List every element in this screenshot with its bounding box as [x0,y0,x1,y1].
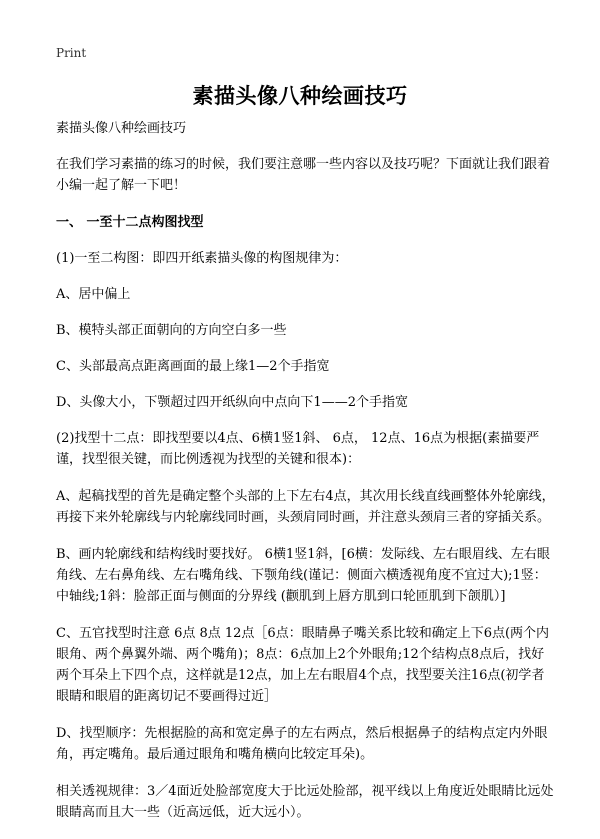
list-item-b2: B、画内轮廓线和结构线时要找好。 6横1竖1斜，[6横：发际线、左右眼眉线、左右眼角线、左右鼻角线、左右嘴角线、下颚角线(谨记：侧面六横透视角度不宜过大);1竖：中轴线;1斜：脸部正面与侧面的分界线 (颧肌到上唇方肌到口轮匝肌到下颌肌）] [56,547,550,604]
list-item-a1: A、居中偏上 [56,287,131,302]
list-item-d2: D、找型顺序：先根据脸的高和宽定鼻子的左右两点，然后根据鼻子的结构点定内外眼角，再定嘴角。最后通过眼角和嘴角横向比较定耳朵)。 [56,726,548,762]
article-body [56,118,556,839]
list-item-b1: B、模特头部正面朝向的方向空白多一些 [56,323,287,338]
list-item-c1: C、头部最高点距离画面的最上缘1—2个手指宽 [56,359,330,374]
paragraph-twelve-points: (2)找型十二点：即找型要以4点、6横1竖1斜、 6点， 12点、16点为根据(素描要严谨，找型很关键，而比例透视为找型的关键和很本)： [56,431,540,467]
list-item-c2: C、五官找型时注意 6点 8点 12点［6点：眼睛鼻子嘴关系比较和确定上下6点(两个内眼角、两个鼻翼外端、两个嘴角)；8点：6点加上2个外眼角;12个结构点8点后，找好两个耳朵上下四个点，这样就是12点，加上左右眼眉4个点，找型要关注16点(初学者眼睛和眼眉的距离切记不要画得过近］ [56,626,550,704]
paragraph-perspective: 相关透视规律：3／4面近处脸部宽度大于比远处脸部，视平线以上角度近处眼睛比远处眼睛高而且大一些（近高远低，近大远小）。 [56,784,554,820]
paragraph-composition: (1)一至二构图：即四开纸素描头像的构图规律为： [56,251,348,266]
print-link[interactable]: Print [56,46,87,60]
intro-paragraph: 在我们学习素描的练习的时候，我们要注意哪一些内容以及技巧呢？下面就让我们跟着小编一起了解一下吧！ [56,157,551,193]
list-item-a2: A、起稿找型的首先是确定整个头部的上下左右4点，其次用长线直线画整体外轮廓线，再接下来外轮廓线与内轮廓线同时画，头颈肩同时画，并注意头颈肩三者的穿插关系。 [56,489,555,525]
page-title: 素描头像八种绘画技巧 [192,83,408,108]
article-subtitle: 素描头像八种绘画技巧 [56,121,187,136]
section-heading: 一、 一至十二点构图找型 [56,215,204,230]
list-item-d1: D、头像大小，下颚超过四开纸纵向中点向下1——2个手指宽 [56,395,408,410]
